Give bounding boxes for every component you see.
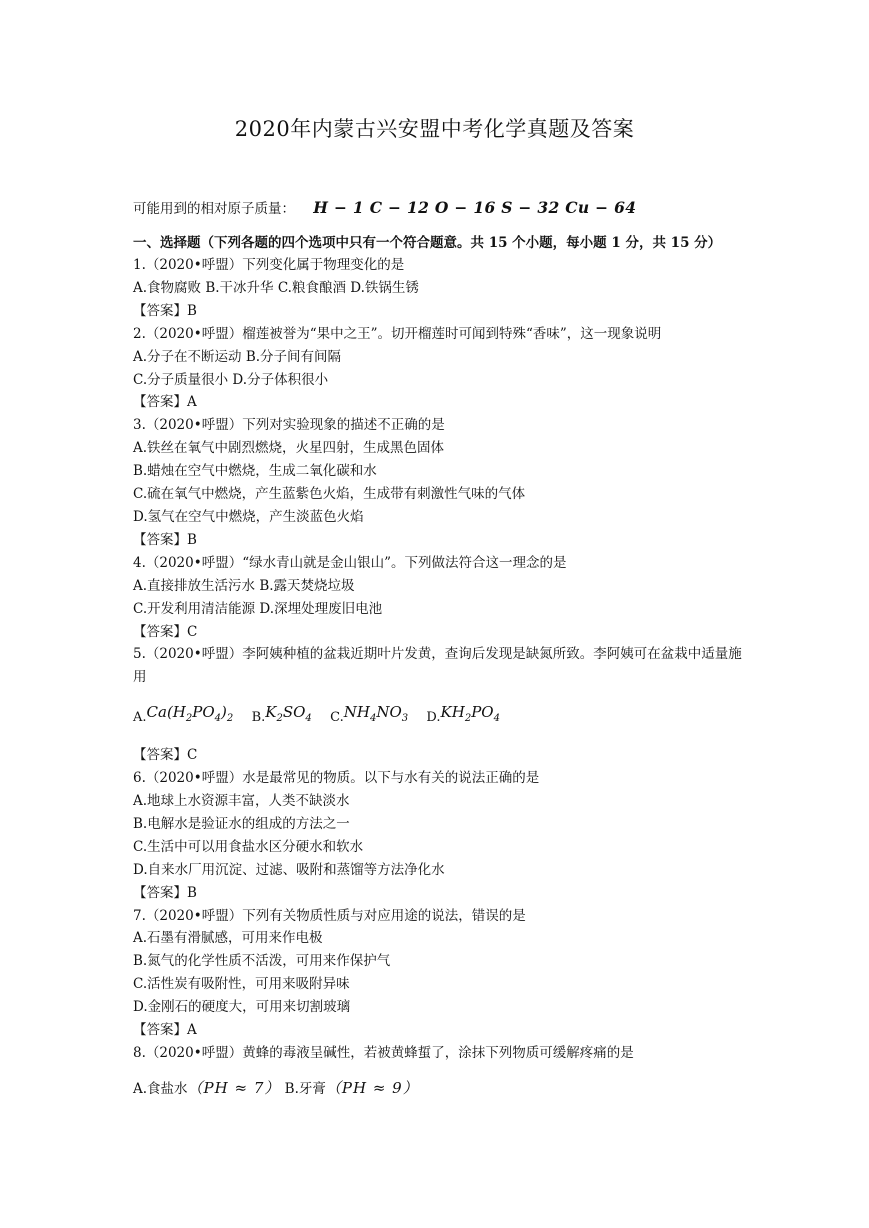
atomic-mass-formula: H − 1 C − 12 O − 16 S − 32 Cu − 64: [313, 198, 637, 217]
question-formula-options: [133, 701, 745, 730]
question-option: C.活性炭有吸附性，可用来吸附异味: [133, 976, 350, 993]
question-option: A.石墨有滑腻感，可用来作电极: [133, 930, 323, 947]
question-answer: 【答案】B: [133, 531, 197, 548]
question-1: [133, 254, 745, 323]
question-option: B.电解水是验证水的组成的方法之一: [133, 815, 350, 832]
option-a: $A.Ca(H_2PO_4)_2$: [133, 703, 234, 726]
option-c: $C.NH_4NO_3$: [330, 703, 409, 726]
option-b-ph: （PH ≈ 9）: [325, 1078, 419, 1097]
atomic-mass-label: 可能用到的相对原子质量：: [133, 201, 295, 217]
question-stem: 6.（2020•呼盟）水是最常见的物质。以下与水有关的说法正确的是: [133, 770, 540, 787]
question-ph-options: [133, 1077, 745, 1100]
question-stem: 5.（2020•呼盟）李阿姨种植的盆栽近期叶片发黄，查询后发现是缺氮所致。李阿姨可在盆栽中适量施用: [133, 646, 742, 686]
question-option: D.金刚石的硬度大，可用来切割玻璃: [133, 999, 351, 1016]
question-8: [133, 1042, 745, 1100]
question-options: C.分子质量很小 D.分子体积很小: [133, 371, 329, 388]
section-heading: 一、选择题（下列各题的四个选项中只有一个符合题意。共 15 个小题，每小题 1 分，共 15 分）: [133, 235, 722, 251]
option-d: $D.KH_2PO_4$: [426, 703, 500, 726]
question-4: [133, 552, 745, 644]
question-stem: 7.（2020•呼盟）下列有关物质性质与对应用途的说法，错误的是: [133, 907, 526, 924]
document-title: 2020年内蒙古兴安盟中考化学真题及答案: [234, 117, 635, 141]
question-answer: 【答案】C: [133, 747, 198, 764]
question-option: D.自来水厂用沉淀、过滤、吸附和蒸馏等方法净化水: [133, 861, 445, 878]
question-option: D.氢气在空气中燃烧，产生淡蓝色火焰: [133, 508, 364, 525]
question-5: [133, 643, 745, 767]
question-3: [133, 414, 745, 551]
option-a: A.食盐水: [133, 1080, 188, 1097]
exam-content: [133, 232, 745, 1113]
question-option: C.生活中可以用食盐水区分硬水和软水: [133, 838, 364, 855]
question-7: [133, 905, 745, 1042]
question-option: A.地球上水资源丰富，人类不缺淡水: [133, 793, 350, 810]
question-option: B.蜡烛在空气中燃烧，生成二氧化碳和水: [133, 463, 377, 480]
question-stem: 1.（2020•呼盟）下列变化属于物理变化的是: [133, 257, 405, 273]
question-option: B.氮气的化学性质不活泼，可用来作保护气: [133, 953, 391, 970]
question-2: [133, 323, 745, 415]
question-options: A.食物腐败 B.干冰升华 C.粮食酿酒 D.铁锅生锈: [133, 279, 419, 296]
question-6: [133, 767, 745, 904]
question-stem: 4.（2020•呼盟）“绿水青山就是金山银山”。下列做法符合这一理念的是: [133, 554, 567, 571]
question-options: A.直接排放生活污水 B.露天焚烧垃圾: [133, 577, 355, 594]
option-b: $B.K_2SO_4$: [251, 703, 312, 726]
question-answer: 【答案】A: [133, 1022, 197, 1039]
question-options: C.开发利用清洁能源 D.深埋处理废旧电池: [133, 600, 383, 617]
question-answer: 【答案】A: [133, 394, 197, 411]
option-a-ph: （PH ≈ 7）: [187, 1078, 281, 1097]
question-answer: 【答案】C: [133, 623, 198, 640]
question-stem: 3.（2020•呼盟）下列对实验现象的描述不正确的是: [133, 417, 445, 434]
question-answer: 【答案】B: [133, 884, 197, 901]
atomic-mass-line: [133, 197, 636, 217]
question-answer: 【答案】B: [133, 302, 197, 319]
question-option: A.铁丝在氧气中剧烈燃烧，火星四射，生成黑色固体: [133, 440, 445, 457]
question-stem: 2.（2020•呼盟）榴莲被誉为“果中之王”。切开榴莲时可闻到特殊“香味”，这一现象说明: [133, 325, 662, 342]
question-option: C.硫在氧气中燃烧，产生蓝紫色火焰，生成带有刺激性气味的气体: [133, 486, 526, 503]
option-b: B.牙膏: [284, 1080, 326, 1097]
question-stem: 8.（2020•呼盟）黄蜂的毒液呈碱性，若被黄蜂蜇了，涂抹下列物质可缓解疼痛的是: [133, 1045, 634, 1061]
question-options: A.分子在不断运动 B.分子间有间隔: [133, 348, 342, 365]
